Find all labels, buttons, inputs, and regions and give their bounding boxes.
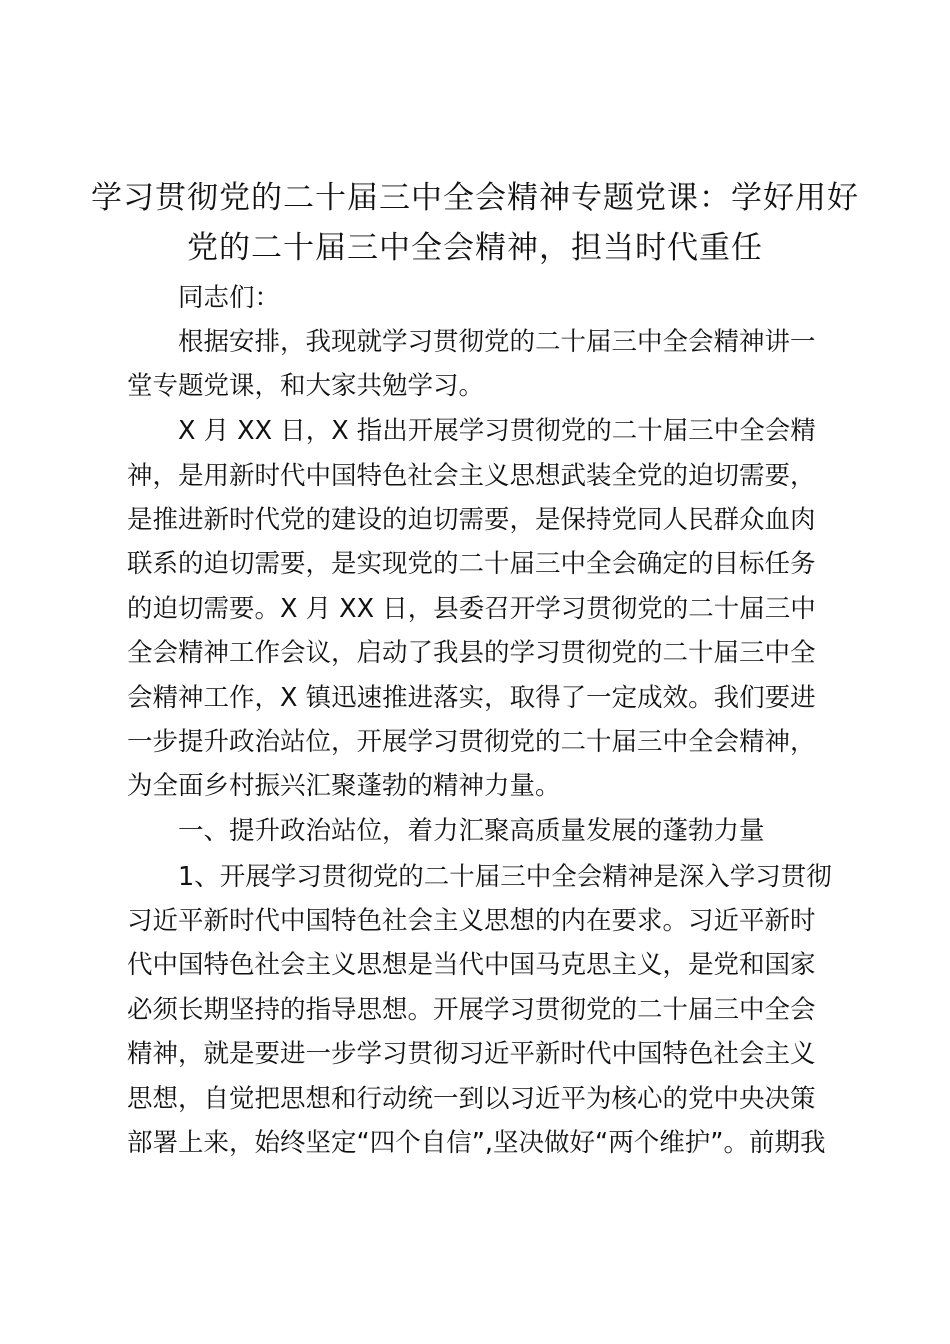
body-line: 思想，自觉把思想和行动统一到以习近平为核心的党中央决策 [127, 1084, 816, 1114]
body-line: 会精神工作，X 镇迅速推进落实，取得了一定成效。我们要进 [127, 683, 816, 713]
body-line: 根据安排，我现就学习贯彻党的二十届三中全会精神讲一 [178, 327, 816, 357]
document-title-line-2: 党的二十届三中全会精神，担当时代重任 [187, 230, 763, 266]
body-line: 精神，就是要进一步学习贯彻习近平新时代中国特色社会主义 [127, 1039, 816, 1069]
body-line: 联系的迫切需要，是实现党的二十届三中全会确定的目标任务 [127, 549, 816, 579]
body-line: 习近平新时代中国特色社会主义思想的内在要求。习近平新时 [127, 906, 816, 936]
body-line: 是推进新时代党的建设的迫切需要，是保持党同人民群众血肉 [127, 505, 816, 535]
body-line: 部署上来，始终坚定“四个自信”,坚决做好“两个维护”。前期我 [127, 1128, 826, 1158]
document-title-line-1: 学习贯彻党的二十届三中全会精神专题党课：学好用好 [91, 180, 859, 216]
body-line: 神，是用新时代中国特色社会主义思想武装全党的迫切需要， [127, 461, 816, 491]
salutation: 同志们： [178, 283, 281, 313]
body-line: 代中国特色社会主义思想是当代中国马克思主义，是党和国家 [127, 950, 816, 980]
body-line: 的迫切需要。X 月 XX 日，县委召开学习贯彻党的二十届三中 [127, 594, 816, 624]
body-line: 堂专题党课，和大家共勉学习。 [127, 371, 485, 401]
section-heading: 一、提升政治站位，着力汇聚高质量发展的蓬勃力量 [178, 816, 765, 846]
body-line: 为全面乡村振兴汇聚蓬勃的精神力量。 [127, 771, 561, 801]
body-line: 一步提升政治站位，开展学习贯彻党的二十届三中全会精神， [127, 727, 816, 757]
body-line: X 月 XX 日，X 指出开展学习贯彻党的二十届三中全会精 [178, 416, 816, 446]
body-line: 全会精神工作会议，启动了我县的学习贯彻党的二十届三中全 [127, 638, 816, 668]
body-line: 必须长期坚持的指导思想。开展学习贯彻党的二十届三中全会 [127, 995, 816, 1025]
body-line: 1、开展学习贯彻党的二十届三中全会精神是深入学习贯彻 [178, 862, 832, 892]
